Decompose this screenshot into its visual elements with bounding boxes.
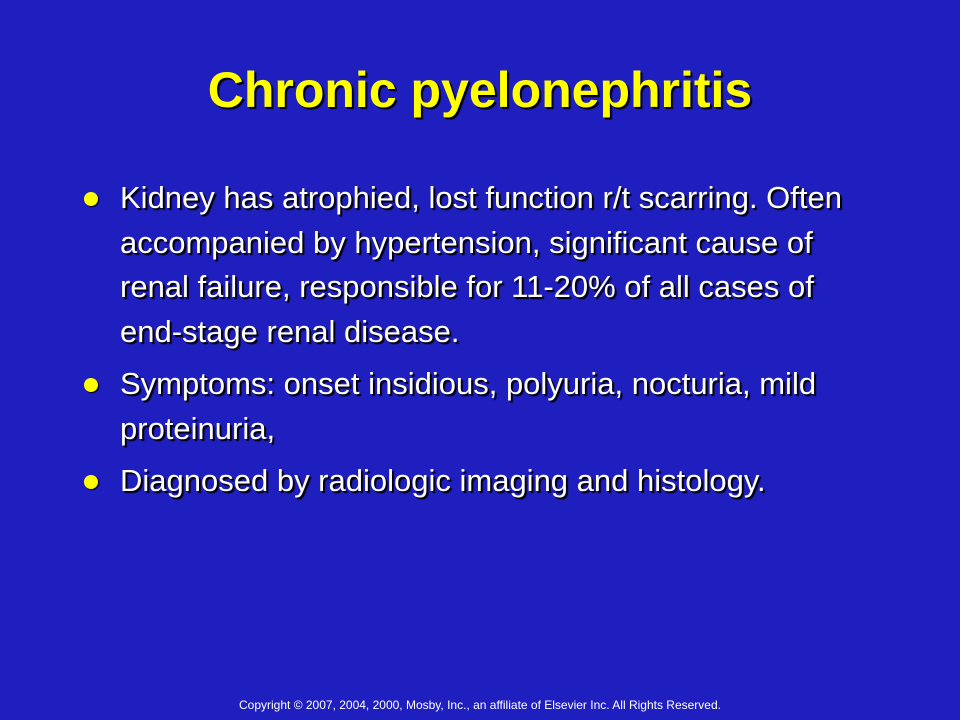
bullet-item — [80, 459, 880, 504]
bullet-item — [80, 176, 880, 354]
bullet-text: Symptoms: onset insidious, polyuria, nocturia, mild proteinuria, — [120, 366, 817, 446]
bullet-dot-icon — [84, 192, 98, 206]
bullet-text: Diagnosed by radiologic imaging and histology. — [120, 463, 766, 498]
bullet-dot-icon — [84, 475, 98, 489]
bullet-item — [80, 362, 880, 451]
bullet-list — [80, 176, 880, 512]
bullet-text: Kidney has atrophied, lost function r/t scarring. Often accompanied by hypertension, significant cause of renal failure, responsible for 11-20% of all cases of end-stage renal disease. — [120, 180, 842, 349]
copyright-footer: Copyright © 2007, 2004, 2000, Mosby, Inc., an affiliate of Elsevier Inc. All Rights Reserved. — [239, 698, 721, 712]
slide-title: Chronic pyelonephritis — [207, 62, 753, 118]
bullet-dot-icon — [84, 378, 98, 392]
